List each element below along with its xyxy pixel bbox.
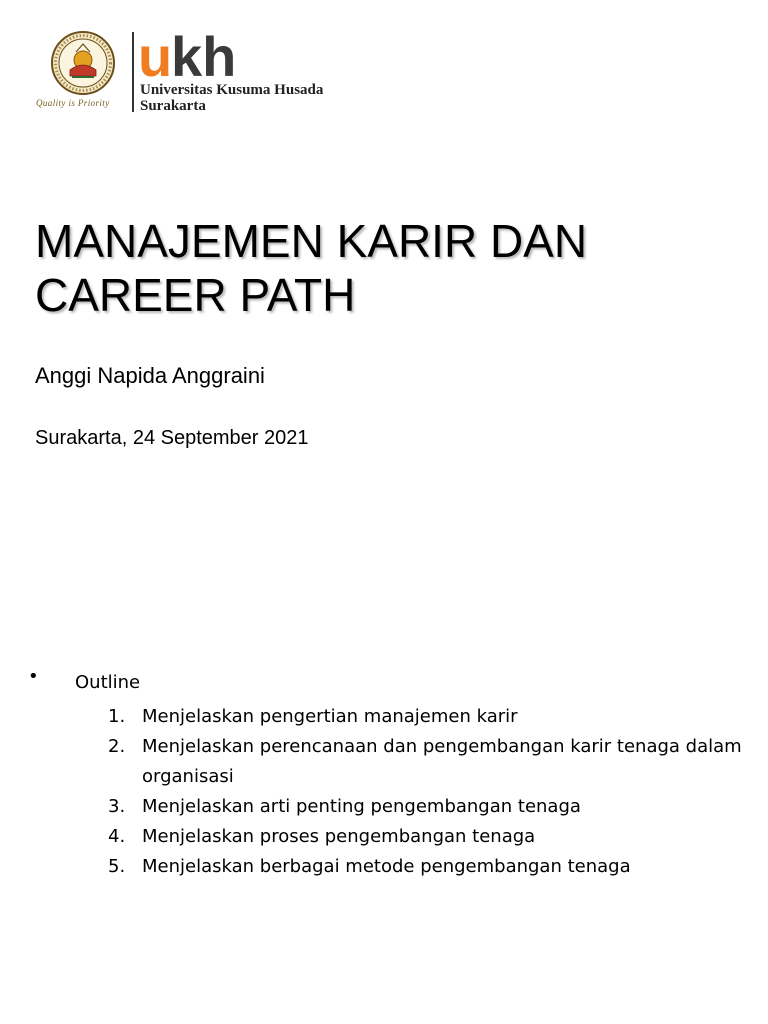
- place-date: Surakarta, 24 September 2021: [35, 427, 309, 449]
- list-item-number: 2.: [108, 736, 126, 757]
- slide-title-line2: CAREER PATH: [35, 269, 356, 321]
- list-item-number: 4.: [108, 826, 126, 847]
- list-item: [108, 732, 748, 792]
- ukh-wordmark-logo: [138, 28, 288, 82]
- list-item-number: 3.: [108, 796, 126, 817]
- outline-heading: Outline: [75, 672, 141, 693]
- university-logo: [36, 28, 380, 116]
- logo-letter-u: u: [138, 28, 173, 82]
- outline-list: [108, 702, 748, 882]
- list-item-text: Menjelaskan berbagai metode pengembangan tenaga: [142, 856, 631, 877]
- university-name-line1: Universitas Kusuma Husada: [140, 82, 324, 98]
- list-item-number: 5.: [108, 856, 126, 877]
- list-item-text: Menjelaskan pengertian manajemen karir: [142, 706, 518, 727]
- list-item-text: Menjelaskan perencanaan dan pengembangan karir tenaga dalam organisasi: [142, 736, 742, 787]
- list-item: [108, 822, 748, 852]
- logo-letters-kh: kh: [171, 28, 237, 82]
- list-item-text: Menjelaskan arti penting pengembangan tenaga: [142, 796, 581, 817]
- slide-title-line1: MANAJEMEN KARIR DAN: [35, 215, 588, 267]
- logo-tagline: Quality is Priority: [36, 98, 110, 108]
- university-seal-icon: [50, 30, 116, 96]
- author-name: Anggi Napida Anggraini: [35, 363, 265, 388]
- list-item: [108, 792, 748, 822]
- list-item-number: 1.: [108, 706, 126, 727]
- list-item: [108, 702, 748, 732]
- logo-divider: [132, 32, 134, 112]
- slide-title: [35, 214, 735, 322]
- bullet-icon: •: [28, 666, 39, 687]
- list-item: [108, 852, 748, 882]
- list-item-text: Menjelaskan proses pengembangan tenaga: [142, 826, 536, 847]
- university-name: [140, 82, 323, 114]
- university-name-line2: Surakarta: [140, 98, 206, 114]
